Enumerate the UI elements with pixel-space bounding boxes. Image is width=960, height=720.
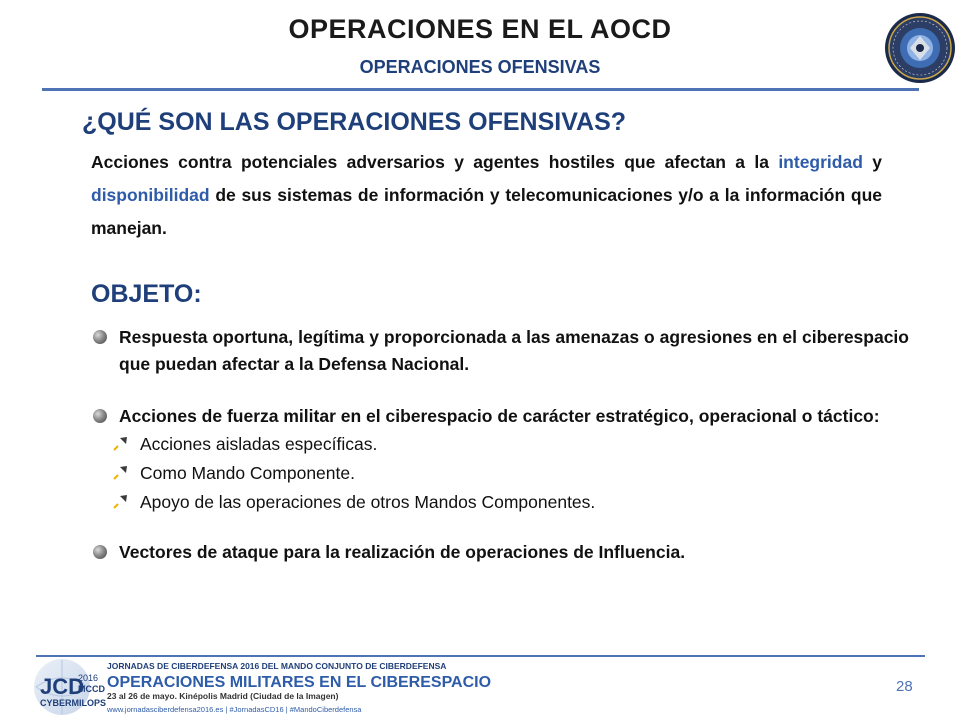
bullet-icon	[93, 330, 107, 344]
list-item-text: Respuesta oportuna, legítima y proporcionada a las amenazas o agresiones en el ciberespacio que puedan afectar a la Defensa Nacional.	[119, 327, 909, 374]
sub-list-item-text: Como Mando Componente.	[140, 462, 355, 483]
banner-line1: JORNADAS DE CIBERDEFENSA 2016 DEL MANDO CONJUNTO DE CIBERDEFENSA	[107, 661, 447, 671]
logo-cybermilops: CYBERMILOPS	[40, 698, 107, 708]
logo-jcd: JCD	[40, 674, 85, 699]
sub-list-item	[92, 488, 909, 517]
logo-year: 2016	[78, 673, 99, 683]
logo-mccd: MCCD	[78, 684, 105, 694]
header-divider	[42, 88, 919, 91]
sub-list-item-text: Apoyo de las operaciones de otros Mandos Componentes.	[140, 491, 596, 512]
bullet-icon	[93, 409, 107, 423]
banner-title: OPERACIONES MILITARES EN EL CIBERESPACIO	[107, 674, 492, 691]
highlight-integridad: integridad	[778, 152, 863, 172]
banner-dates: 23 al 26 de mayo. Kinépolis Madrid (Ciudad de la Imagen)	[107, 691, 339, 701]
sub-list-item	[92, 430, 909, 459]
definition-paragraph	[91, 146, 882, 245]
slide-subtitle: OPERACIONES OFENSIVAS	[359, 57, 601, 77]
arrow-bullet-icon	[112, 494, 128, 510]
page-number: 28	[896, 678, 913, 695]
arrow-bullet-icon	[112, 465, 128, 481]
event-footer-banner	[0, 657, 960, 720]
definition-text-1: Acciones contra potenciales adversarios y agentes hostiles que afectan a la	[91, 152, 779, 172]
sub-list-item	[92, 459, 909, 488]
list-item	[92, 539, 909, 566]
list-item	[92, 324, 909, 377]
sub-list-item-text: Acciones aisladas específicas.	[140, 433, 378, 454]
objeto-list	[92, 324, 909, 565]
list-item	[92, 403, 909, 430]
cyberdefense-seal-icon	[884, 12, 956, 84]
slide-title: OPERACIONES EN EL AOCD	[288, 14, 672, 44]
objeto-heading: OBJETO:	[91, 280, 202, 308]
definition-text-3: de sus sistemas de información y telecomunicaciones y/o a la información que manejan.	[91, 185, 882, 238]
definition-text-2: y	[862, 152, 882, 172]
highlight-disponibilidad: disponibilidad	[91, 185, 210, 205]
bullet-icon	[93, 545, 107, 559]
banner-links: www.jornadasciberdefensa2016.es | #JornadasCD16 | #MandoCiberdefensa	[107, 705, 362, 714]
jcd-logo-icon	[34, 659, 106, 715]
list-item-text: Vectores de ataque para la realización de operaciones de Influencia.	[119, 541, 686, 562]
arrow-bullet-icon	[112, 436, 128, 452]
question-heading: ¿QUÉ SON LAS OPERACIONES OFENSIVAS?	[82, 108, 627, 136]
list-item-text: Acciones de fuerza militar en el ciberespacio de carácter estratégico, operacional o táctico:	[119, 406, 880, 426]
